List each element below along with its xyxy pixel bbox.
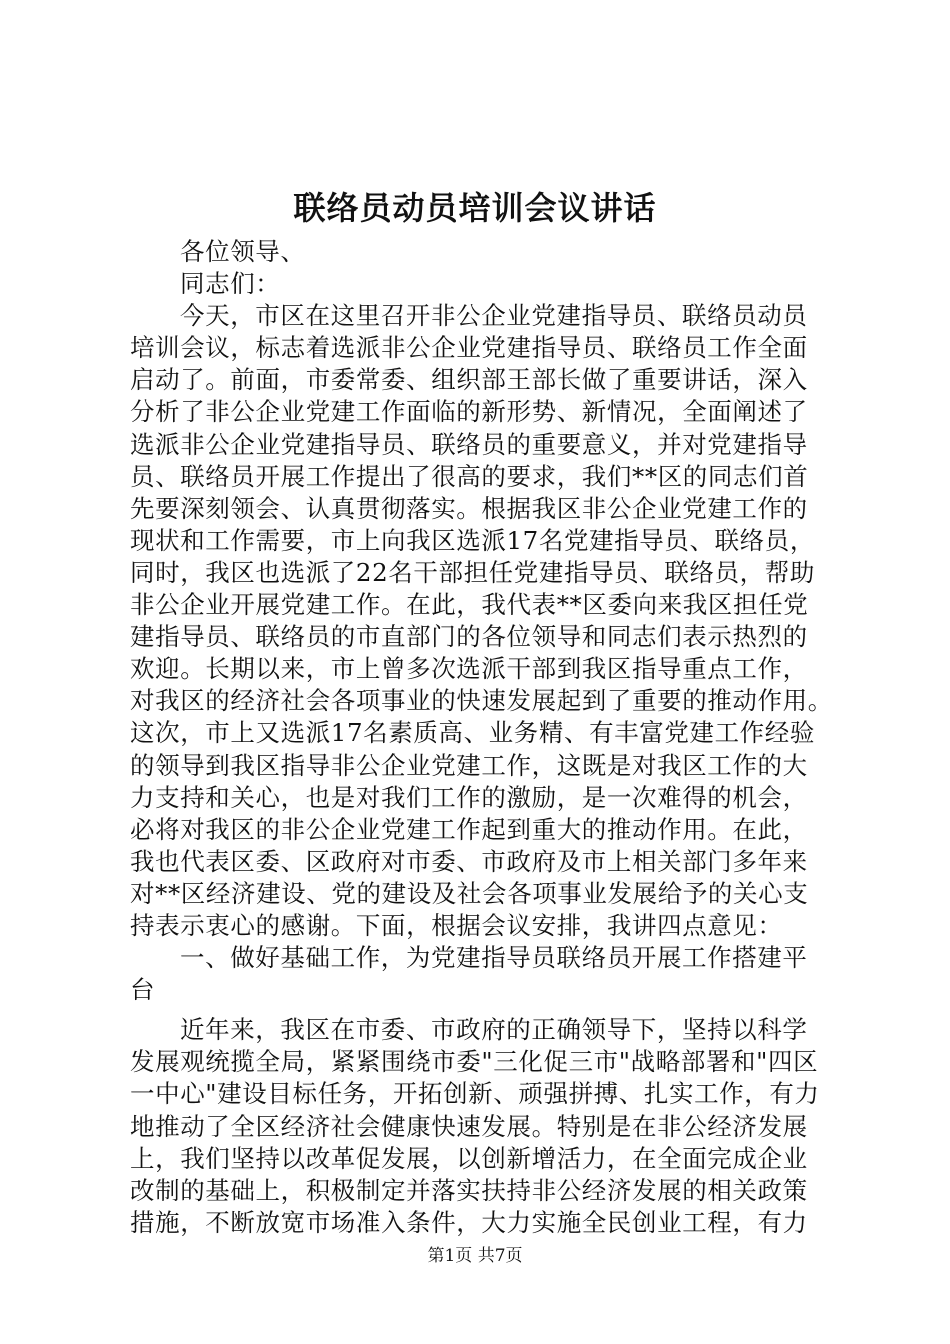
text-line: 持表示衷心的感谢。下面，根据会议安排，我讲四点意见： [130,910,783,940]
paragraph-section-one [130,1014,830,1239]
text-line: 选派非公企业党建指导员、联络员的重要意义，并对党建指导 [130,429,808,459]
text-line: 员、联络员开展工作提出了很高的要求，我们**区的同志们首 [130,461,809,491]
page-number-footer: 第1页 共7页 [427,1246,523,1266]
text-line: 力支持和关心，也是对我们工作的激励，是一次难得的机会， [130,782,808,812]
text-line: 先要深刻领会、认真贯彻落实。根据我区非公企业党建工作的 [130,493,808,523]
text-line: 的领导到我区指导非公企业党建工作，这既是对我区工作的大 [130,750,808,780]
text-line: 发展观统揽全局，紧紧围绕市委"三化促三市"战略部署和"四区 [130,1047,819,1077]
text-line: 现状和工作需要，市上向我区选派17名党建指导员、联络员， [130,525,815,555]
text-line: 措施，不断放宽市场准入条件，大力实施全民创业工程，有力 [130,1207,808,1237]
text-line: 对我区的经济社会各项事业的快速发展起到了重要的推动作用。 [130,686,833,716]
text-line: 我也代表区委、区政府对市委、市政府及市上相关部门多年来 [130,846,808,876]
text-line: 这次，市上又选派17名素质高、业务精、有丰富党建工作经验 [130,718,815,748]
spacer [130,1006,830,1014]
heading-line: 一、做好基础工作，为党建指导员联络员开展工作搭建平 [180,943,808,973]
heading-line: 台 [130,975,156,1005]
text-line: 必将对我区的非公企业党建工作起到重大的推动作用。在此， [130,814,808,844]
text-line: 非公企业开展党建工作。在此，我代表**区委向来我区担任党 [130,590,809,620]
text-line: 同时，我区也选派了22名干部担任党建指导员、联络员，帮助 [130,557,815,587]
text-line: 改制的基础上，积极制定并落实扶持非公经济发展的相关政策 [130,1175,808,1205]
salutation-line: 同志们： [180,269,281,299]
text-line: 一中心"建设目标任务，开拓创新、顽强拼搏、扎实工作，有力 [130,1079,820,1109]
document-body [130,236,833,1239]
text-line: 欢迎。长期以来，市上曾多次选派干部到我区指导重点工作， [130,654,808,684]
paragraph-intro [130,300,833,942]
text-line: 培训会议，标志着选派非公企业党建指导员、联络员工作全面 [130,333,808,363]
text-line: 近年来，我区在市委、市政府的正确领导下，坚持以科学 [180,1015,808,1045]
text-line: 启动了。前面，市委常委、组织部王部长做了重要讲话，深入 [130,365,808,395]
text-line: 今天，市区在这里召开非公企业党建指导员、联络员动员 [180,301,808,331]
section-heading [130,942,830,1006]
text-line: 地推动了全区经济社会健康快速发展。特别是在非公经济发展 [130,1111,808,1141]
text-line: 上，我们坚持以改革促发展，以创新增活力，在全面完成企业 [130,1143,808,1173]
salutation-line: 各位领导、 [180,237,306,266]
document-title: 联络员动员培训会议讲话 [293,189,657,227]
text-line: 对**区经济建设、党的建设及社会各项事业发展给予的关心支 [130,878,809,908]
text-line: 建指导员、联络员的市直部门的各位领导和同志们表示热烈的 [130,622,808,652]
text-line: 分析了非公企业党建工作面临的新形势、新情况，全面阐述了 [130,397,808,427]
